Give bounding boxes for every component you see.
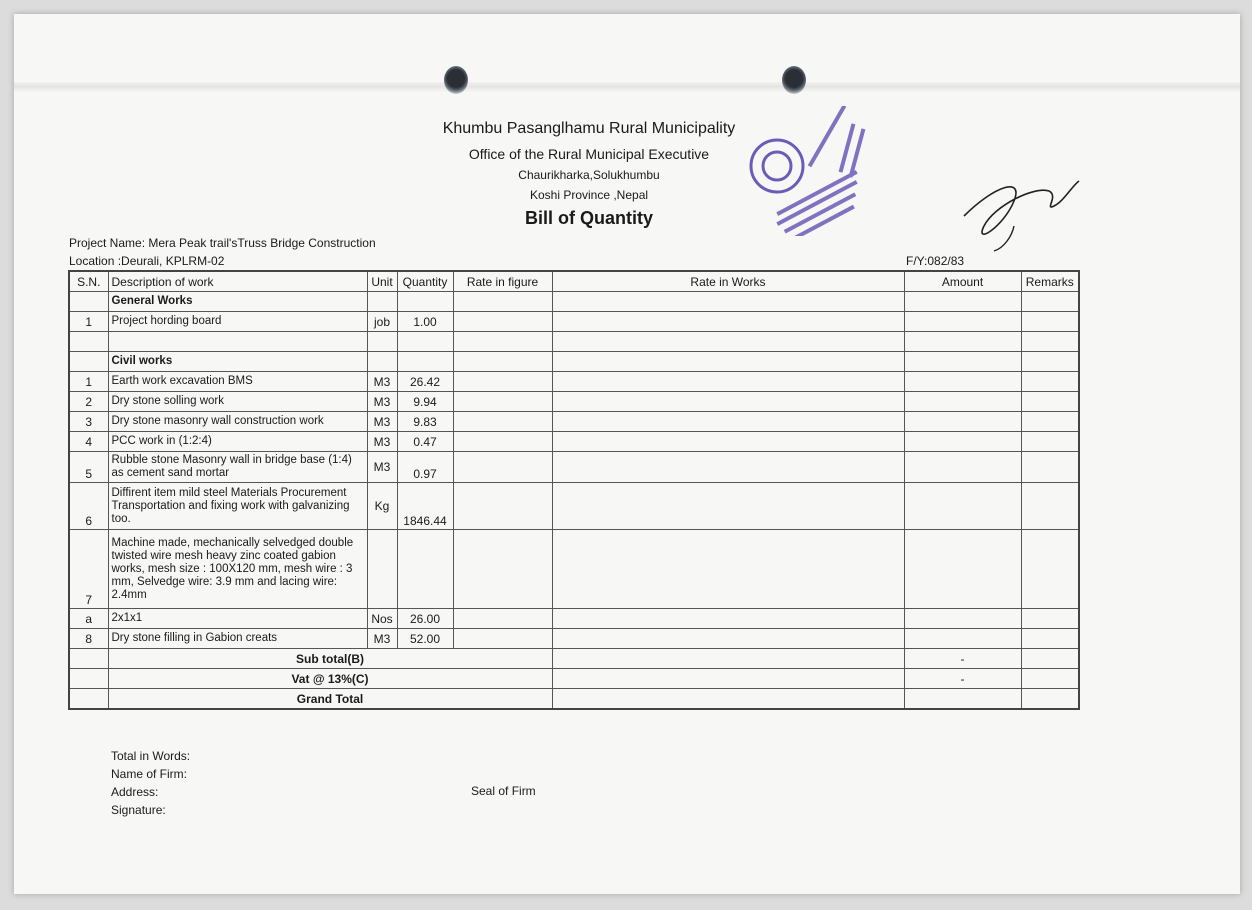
seal-of-firm-label: Seal of Firm xyxy=(471,784,536,798)
table-row xyxy=(69,452,1079,483)
table-row xyxy=(69,292,1079,312)
punch-hole-right xyxy=(782,66,806,94)
punch-hole-left xyxy=(444,66,468,94)
cell-unit: M3 xyxy=(367,452,397,483)
cell-sn: 6 xyxy=(69,483,108,530)
col-header-quantity: Quantity xyxy=(397,271,453,292)
cell-sn: 2 xyxy=(69,392,108,412)
name-of-firm-label: Name of Firm: xyxy=(111,767,188,781)
cell-rate-works xyxy=(552,483,904,530)
cell-rate-works xyxy=(552,372,904,392)
cell-description xyxy=(108,332,367,352)
col-header-rate-works: Rate in Works xyxy=(552,271,904,292)
vat-label: Vat @ 13%(C) xyxy=(108,669,552,689)
cell-quantity: 9.83 xyxy=(397,412,453,432)
cell-quantity: 0.47 xyxy=(397,432,453,452)
cell-quantity xyxy=(397,530,453,609)
document-sheet xyxy=(14,14,1240,894)
col-header-remarks: Remarks xyxy=(1021,271,1079,292)
cell-remarks xyxy=(1021,609,1079,629)
cell-rate-figure xyxy=(453,452,552,483)
table-row xyxy=(69,372,1079,392)
cell-quantity: 52.00 xyxy=(397,629,453,649)
col-header-description: Description of work xyxy=(108,271,367,292)
cell-remarks xyxy=(1021,292,1079,312)
vat-amount: - xyxy=(904,669,1021,689)
cell-remarks xyxy=(1021,312,1079,332)
cell-description: Earth work excavation BMS xyxy=(108,372,367,392)
cell-remarks xyxy=(1021,483,1079,530)
cell-unit: job xyxy=(367,312,397,332)
vat-row xyxy=(69,669,1079,689)
cell-description: Civil works xyxy=(108,352,367,372)
cell-amount xyxy=(904,332,1021,352)
cell-quantity: 0.97 xyxy=(397,452,453,483)
cell-rate-figure xyxy=(453,332,552,352)
cell-description: Diffirent item mild steel Materials Procurement Transportation and fixing work with galvanizing too. xyxy=(108,483,367,530)
table-row xyxy=(69,332,1079,352)
cell-rate-works xyxy=(552,530,904,609)
col-header-amount: Amount xyxy=(904,271,1021,292)
cell-quantity: 1.00 xyxy=(397,312,453,332)
fiscal-year: F/Y:082/83 xyxy=(906,254,965,268)
subtotal-label: Sub total(B) xyxy=(108,649,552,669)
cell-unit: M3 xyxy=(367,372,397,392)
cell-remarks xyxy=(1021,372,1079,392)
cell-rate-figure xyxy=(453,352,552,372)
office-name: Office of the Rural Municipal Executive xyxy=(468,146,710,162)
cell-amount xyxy=(904,372,1021,392)
cell-description: Dry stone masonry wall construction work xyxy=(108,412,367,432)
cell-remarks xyxy=(1021,392,1079,412)
cell-unit: Kg xyxy=(367,483,397,530)
cell-sn xyxy=(69,332,108,352)
cell-description: Rubble stone Masonry wall in bridge base (1:4) as cement sand mortar xyxy=(108,452,367,483)
cell-rate-works xyxy=(552,432,904,452)
cell-unit: Nos xyxy=(367,609,397,629)
cell-amount xyxy=(904,392,1021,412)
cell-rate-figure xyxy=(453,412,552,432)
cell-unit xyxy=(367,352,397,372)
table-row xyxy=(69,352,1079,372)
cell-amount xyxy=(904,629,1021,649)
table-row xyxy=(69,312,1079,332)
cell-rate-works xyxy=(552,292,904,312)
cell-amount xyxy=(904,312,1021,332)
table-row xyxy=(69,629,1079,649)
cell-rate-works xyxy=(552,312,904,332)
table-body xyxy=(69,292,1079,649)
cell-sn: a xyxy=(69,609,108,629)
cell-rate-works xyxy=(552,332,904,352)
cell-remarks xyxy=(1021,452,1079,483)
cell-quantity: 26.42 xyxy=(397,372,453,392)
cell-rate-works xyxy=(552,609,904,629)
cell-amount xyxy=(904,452,1021,483)
cell-description: General Works xyxy=(108,292,367,312)
table-row xyxy=(69,483,1079,530)
cell-rate-figure xyxy=(453,609,552,629)
table-row xyxy=(69,530,1079,609)
cell-description: Machine made, mechanically selvedged double twisted wire mesh heavy zinc coated gabion works, mesh size : 100X120 mm, mesh wire : 3 mm, Selvedge wire: 3.9 mm and lacing wire: 2.4mm xyxy=(108,530,367,609)
cell-amount xyxy=(904,352,1021,372)
address-line-2: Koshi Province ,Nepal xyxy=(529,188,649,202)
table-row xyxy=(69,412,1079,432)
cell-rate-works xyxy=(552,452,904,483)
cell-rate-figure xyxy=(453,629,552,649)
table-row xyxy=(69,432,1079,452)
cell-unit: M3 xyxy=(367,432,397,452)
cell-sn xyxy=(69,292,108,312)
cell-unit xyxy=(367,332,397,352)
cell-remarks xyxy=(1021,352,1079,372)
cell-sn xyxy=(69,352,108,372)
table-header-row xyxy=(69,271,1079,292)
address-label: Address: xyxy=(111,785,159,799)
col-header-unit: Unit xyxy=(367,271,397,292)
cell-sn: 1 xyxy=(69,312,108,332)
table-row xyxy=(69,392,1079,412)
cell-description: Dry stone solling work xyxy=(108,392,367,412)
municipality-stamp xyxy=(732,106,872,236)
cell-sn: 5 xyxy=(69,452,108,483)
project-location: Location :Deurali, KPLRM-02 xyxy=(69,254,225,268)
cell-rate-figure xyxy=(453,392,552,412)
subtotal-amount: - xyxy=(904,649,1021,669)
cell-rate-figure xyxy=(453,372,552,392)
signature-mark xyxy=(954,156,1084,256)
cell-sn: 1 xyxy=(69,372,108,392)
cell-rate-figure xyxy=(453,312,552,332)
subtotal-row xyxy=(69,649,1079,669)
cell-rate-works xyxy=(552,412,904,432)
col-header-sn: S.N. xyxy=(69,271,108,292)
cell-quantity xyxy=(397,292,453,312)
cell-amount xyxy=(904,530,1021,609)
paper-fold xyxy=(14,82,1240,92)
total-in-words-label: Total in Words: xyxy=(111,749,191,763)
municipality-name: Khumbu Pasanglhamu Rural Municipality xyxy=(442,120,736,137)
cell-remarks xyxy=(1021,432,1079,452)
cell-description: PCC work in (1:2:4) xyxy=(108,432,367,452)
cell-remarks xyxy=(1021,530,1079,609)
project-name: Project Name: Mera Peak trail'sTruss Bridge Construction xyxy=(69,236,376,250)
cell-unit: M3 xyxy=(367,412,397,432)
cell-rate-figure xyxy=(453,432,552,452)
cell-unit: M3 xyxy=(367,629,397,649)
cell-amount xyxy=(904,412,1021,432)
cell-rate-works xyxy=(552,392,904,412)
cell-quantity xyxy=(397,332,453,352)
cell-sn: 8 xyxy=(69,629,108,649)
cell-amount xyxy=(904,483,1021,530)
document-title: Bill of Quantity xyxy=(525,208,653,228)
col-header-rate-figure: Rate in figure xyxy=(453,271,552,292)
cell-sn: 7 xyxy=(69,530,108,609)
cell-rate-figure xyxy=(453,292,552,312)
cell-rate-figure xyxy=(453,530,552,609)
bill-of-quantity-table xyxy=(68,270,1080,710)
signature-label: Signature: xyxy=(111,803,166,817)
cell-quantity xyxy=(397,352,453,372)
cell-quantity: 9.94 xyxy=(397,392,453,412)
address-line-1: Chaurikharka,Solukhumbu xyxy=(518,168,660,182)
cell-unit xyxy=(367,530,397,609)
cell-sn: 4 xyxy=(69,432,108,452)
cell-description: 2x1x1 xyxy=(108,609,367,629)
table-row xyxy=(69,609,1079,629)
cell-quantity: 26.00 xyxy=(397,609,453,629)
cell-amount xyxy=(904,292,1021,312)
cell-rate-works xyxy=(552,629,904,649)
cell-amount xyxy=(904,609,1021,629)
cell-remarks xyxy=(1021,412,1079,432)
cell-quantity: 1846.44 xyxy=(397,483,453,530)
cell-unit xyxy=(367,292,397,312)
grand-total-row xyxy=(69,689,1079,710)
cell-description: Dry stone filling in Gabion creats xyxy=(108,629,367,649)
cell-description: Project hording board xyxy=(108,312,367,332)
cell-remarks xyxy=(1021,629,1079,649)
cell-rate-figure xyxy=(453,483,552,530)
cell-amount xyxy=(904,432,1021,452)
cell-sn: 3 xyxy=(69,412,108,432)
cell-rate-works xyxy=(552,352,904,372)
cell-unit: M3 xyxy=(367,392,397,412)
cell-remarks xyxy=(1021,332,1079,352)
grand-total-label: Grand Total xyxy=(108,689,552,710)
